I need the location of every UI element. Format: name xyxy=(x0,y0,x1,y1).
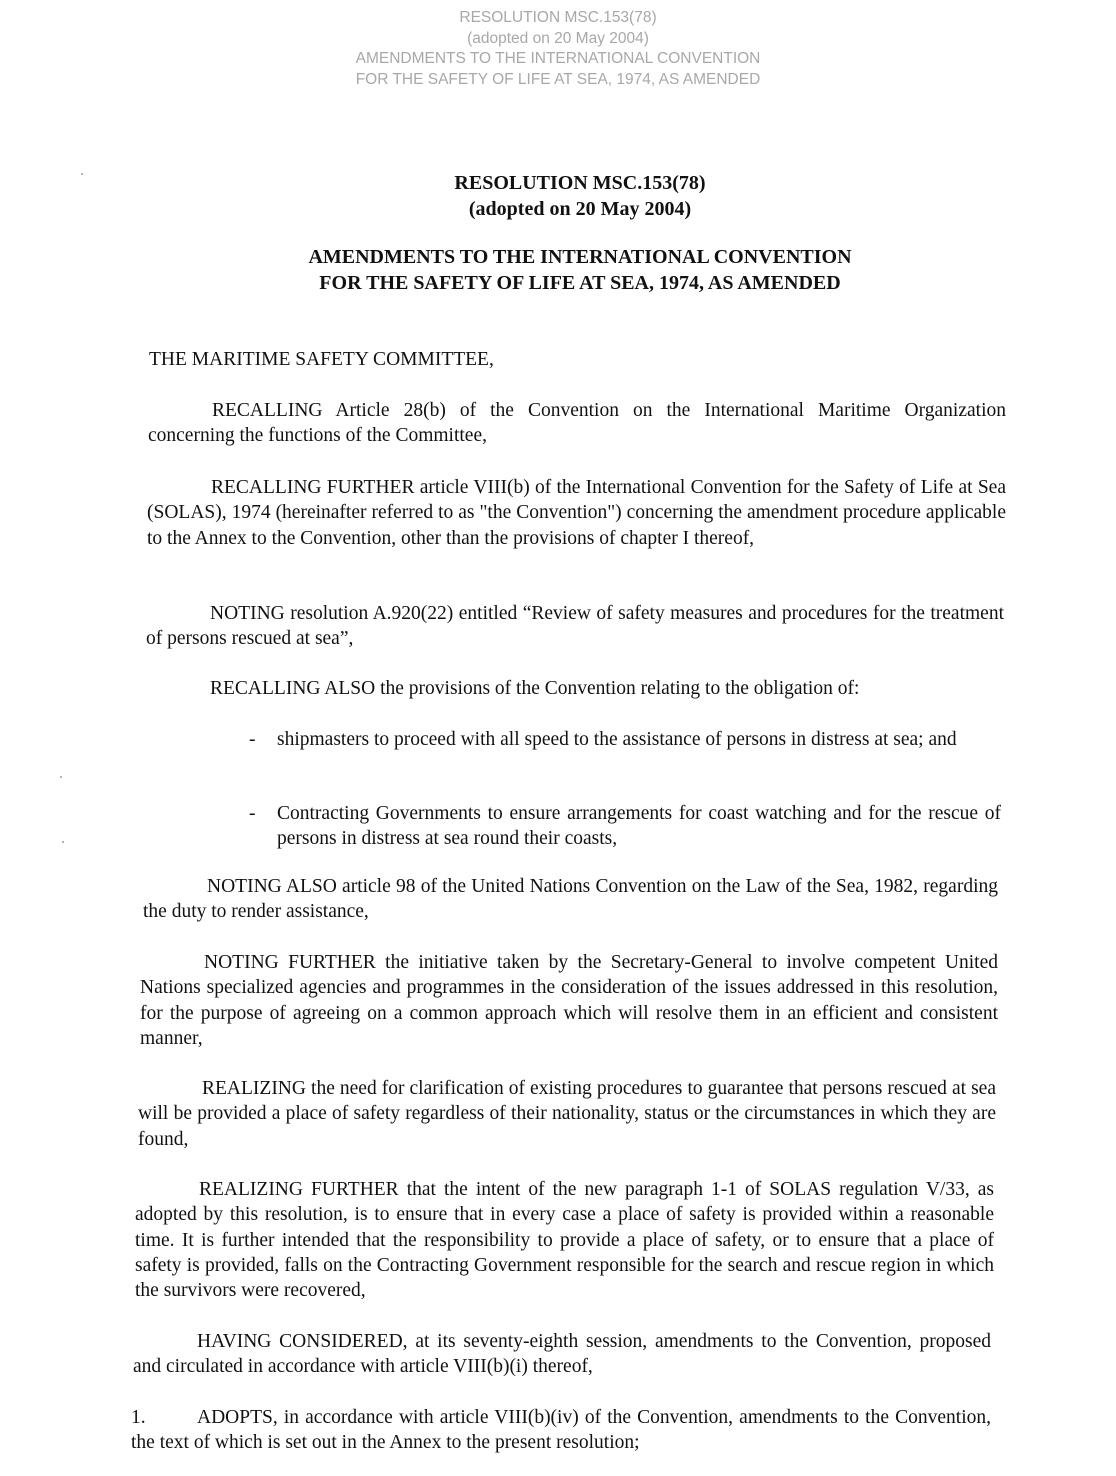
paragraph-noting: NOTING resolution A.920(22) entitled “Review of safety measures and procedures for the treatment of persons rescued at sea”, xyxy=(146,603,1004,650)
heading-line: AMENDMENTS TO THE INTERNATIONAL CONVENTION xyxy=(308,246,852,268)
bullet-dash: - xyxy=(249,729,256,750)
resolution-number: RESOLUTION MSC.153(78) xyxy=(454,172,706,194)
running-header-line: AMENDMENTS TO THE INTERNATIONAL CONVENTION xyxy=(355,50,761,67)
bullet-dash: - xyxy=(249,803,256,824)
heading-line: FOR THE SAFETY OF LIFE AT SEA, 1974, AS AMENDED xyxy=(319,272,841,294)
running-header-line: (adopted on 20 May 2004) xyxy=(467,29,649,47)
running-header-line: RESOLUTION MSC.153(78) xyxy=(459,9,657,26)
paragraph-adopts-text: ADOPTS, in accordance with article VIII(b)(iv) of the Convention, amendments to the Convention, the text of which is set out in the Annex to the present resolution; xyxy=(131,1407,991,1454)
paragraph-realizing: REALIZING the need for clarification of existing procedures to guarantee that persons rescued at sea will be provided a place of safety regardless of their nationality, status or the circumstances in which they are found, xyxy=(138,1078,996,1150)
paragraph-recalling-further: RECALLING FURTHER article VIII(b) of the International Convention for the Safety of Life at Sea (SOLAS), 1974 (hereinafter referred to as "the Convention") concerning the amendment procedure applicable to the Annex to the Convention, other than the provisions of chapter I thereof, xyxy=(147,477,1006,549)
running-header-line: FOR THE SAFETY OF LIFE AT SEA, 1974, AS AMENDED xyxy=(355,70,761,88)
scan-speck xyxy=(62,841,64,843)
committee-line: THE MARITIME SAFETY COMMITTEE, xyxy=(149,349,494,370)
paragraph-realizing-further: REALIZING FURTHER that the intent of the new paragraph 1-1 of SOLAS regulation V/33, as adopted by this resolution, is to ensure that in every case a place of safety is provided within a reasonable time. It is further intended that the responsibility to provide a place of safety, or to ensure that a place of safety is provided, falls on the Contracting Government responsible for the search and rescue region in which the survivors were recovered, xyxy=(135,1179,994,1302)
paragraph-recalling: RECALLING Article 28(b) of the Convention on the International Maritime Organization concerning the functions of the Committee, xyxy=(148,400,1006,447)
paragraph-adopts xyxy=(131,1405,991,1456)
list-item xyxy=(249,801,1001,851)
bullet-text: Contracting Governments to ensure arrangements for coast watching and for the rescue of persons in distress at sea round their coasts, xyxy=(277,803,1001,849)
scan-speck xyxy=(81,173,83,175)
list-item xyxy=(249,727,1002,752)
document-heading xyxy=(0,244,1116,296)
adoption-date: (adopted on 20 May 2004) xyxy=(468,198,692,220)
paragraph-noting-also: NOTING ALSO article 98 of the United Nations Convention on the Law of the Sea, 1982, regarding the duty to render assistance, xyxy=(143,876,998,923)
resolution-title xyxy=(0,170,1116,222)
bullet-text: shipmasters to proceed with all speed to the assistance of persons in distress at sea; and xyxy=(277,729,957,750)
paragraph-having-considered: HAVING CONSIDERED, at its seventy-eighth session, amendments to the Convention, proposed and circulated in accordance with article VIII(b)(i) thereof, xyxy=(133,1331,991,1378)
scan-speck xyxy=(60,776,62,778)
paragraph-number: 1. xyxy=(131,1407,146,1428)
paragraph-noting-further: NOTING FURTHER the initiative taken by the Secretary-General to involve competent United Nations specialized agencies and programmes in the consideration of the issues addressed in this resolution, for the purpose of agreeing on a common approach which will resolve them in an efficient and consistent manner, xyxy=(140,952,998,1049)
running-header xyxy=(0,8,1116,90)
paragraph-recalling-also: RECALLING ALSO the provisions of the Convention relating to the obligation of: xyxy=(210,678,860,699)
